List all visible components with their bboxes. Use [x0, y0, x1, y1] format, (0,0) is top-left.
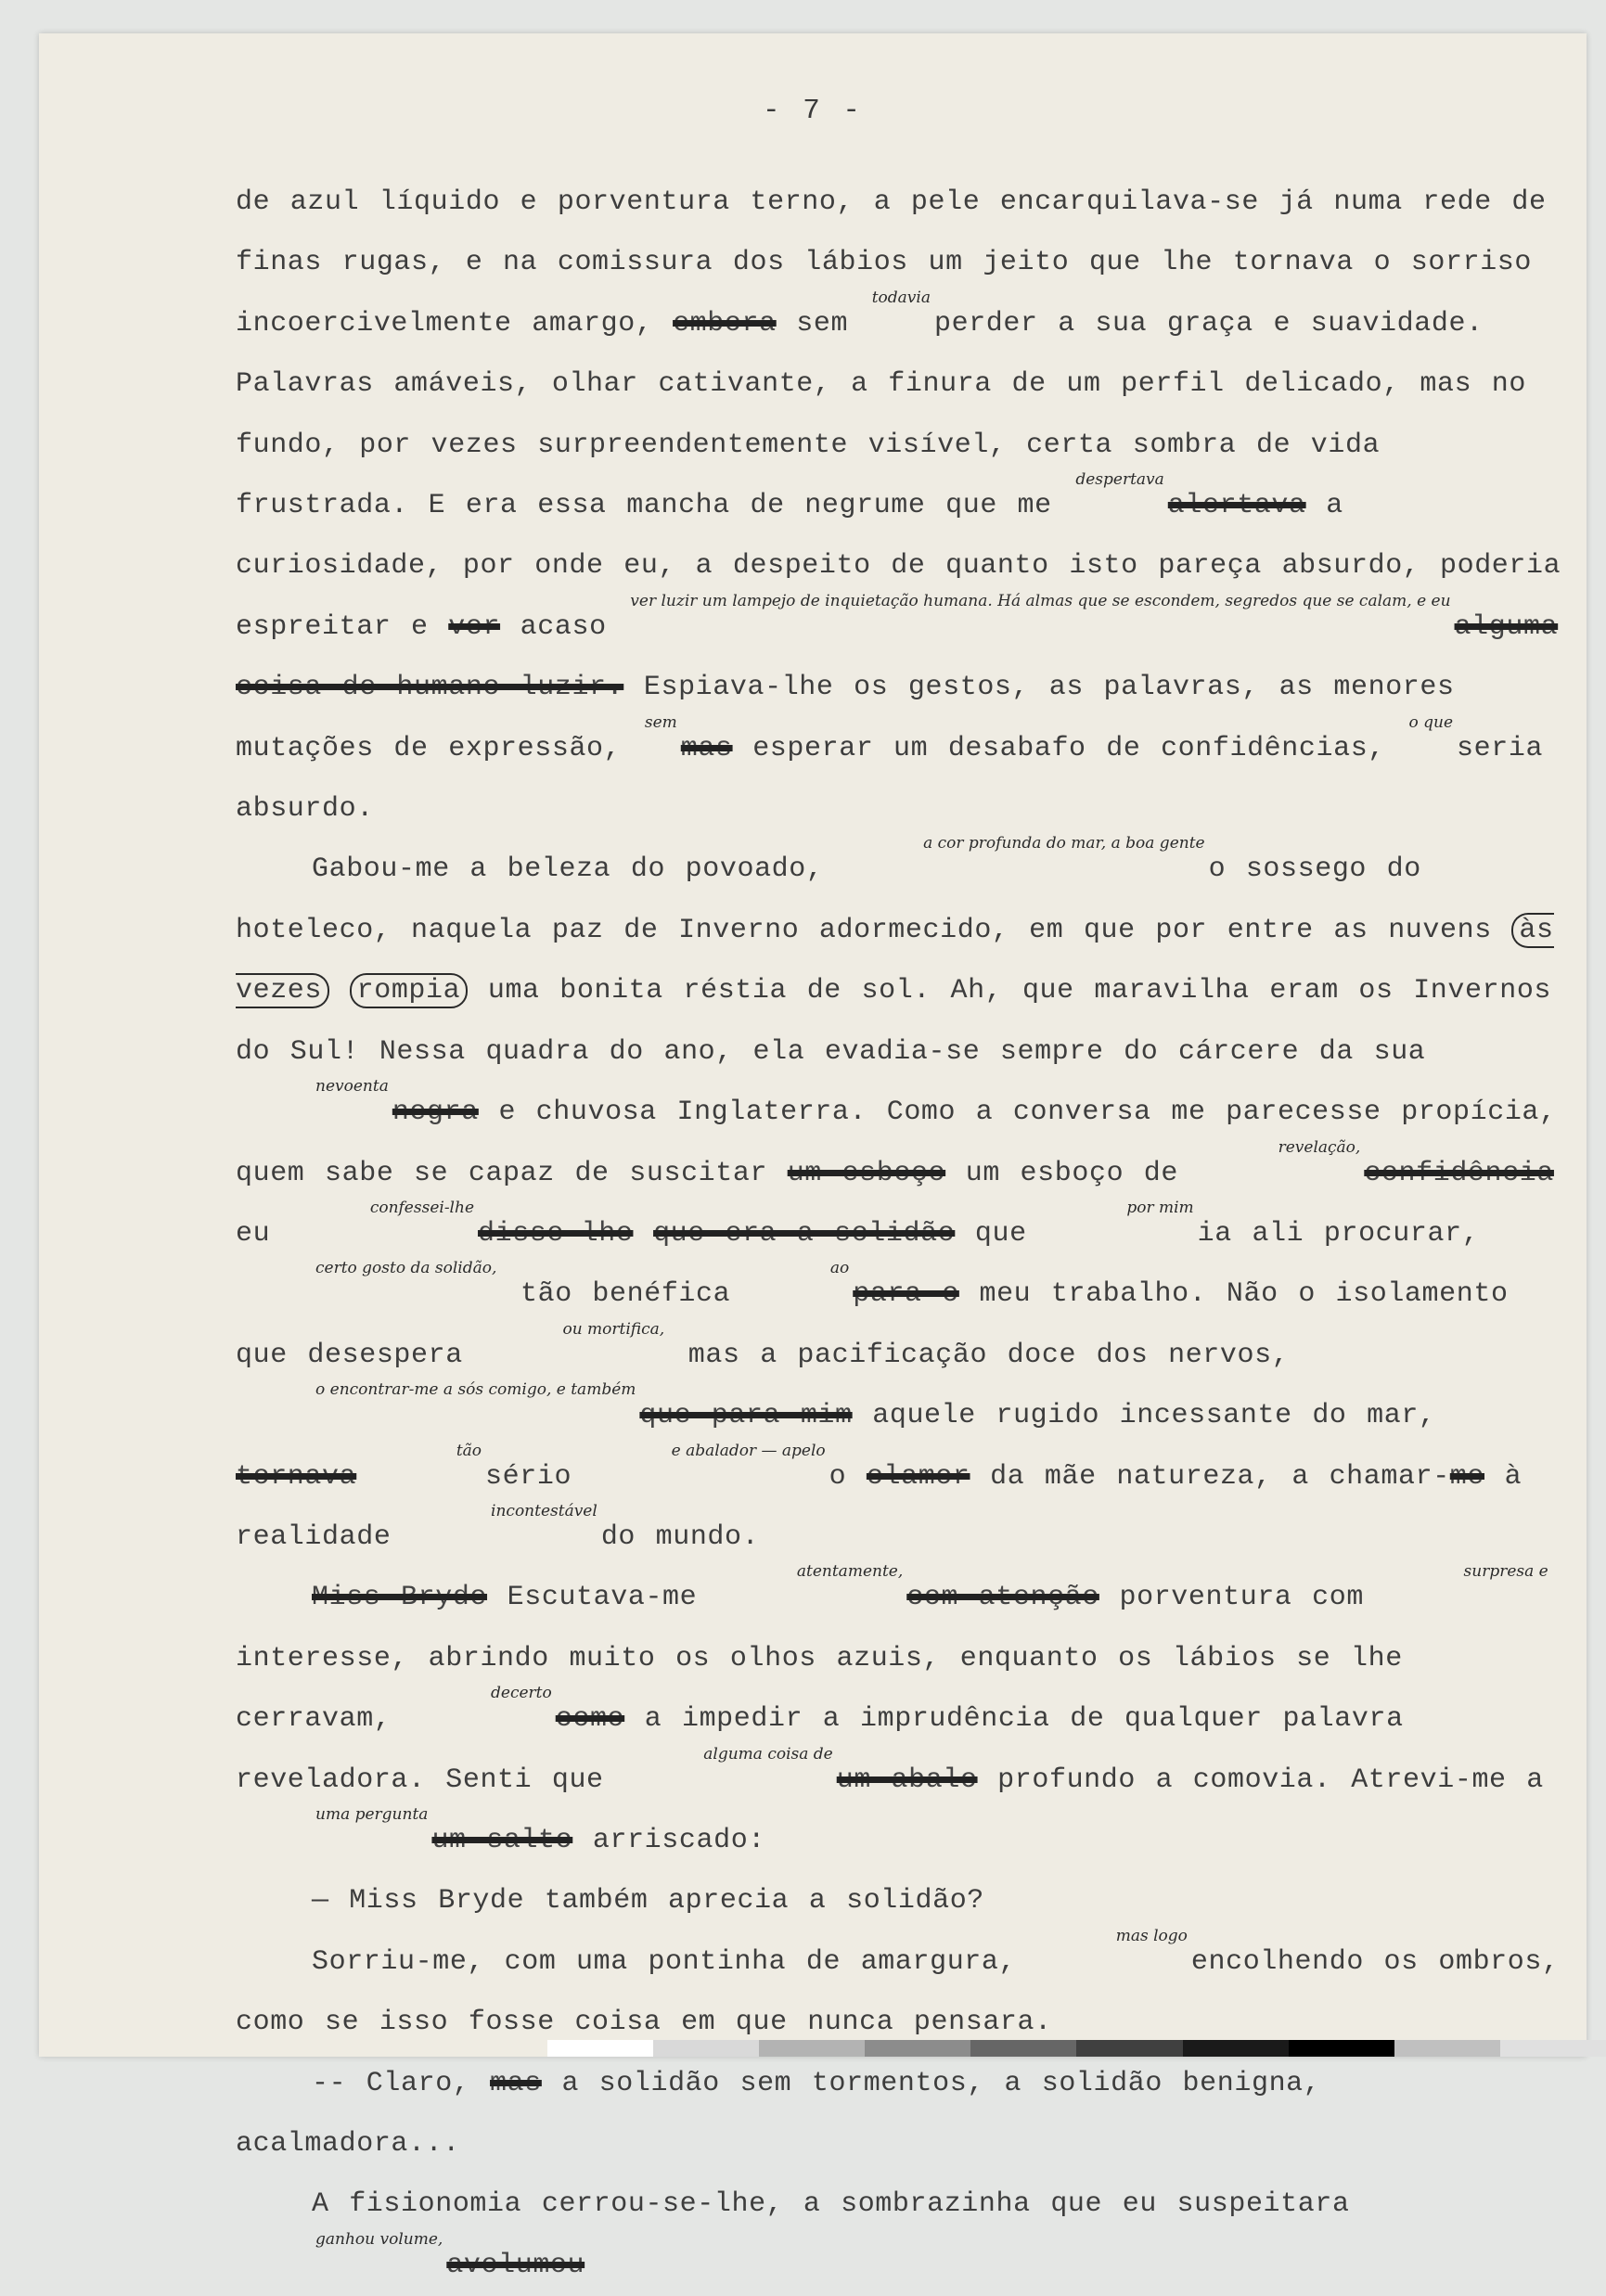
typed-text: uma bonita réstia de sol. Ah, que maravilha eram os Invernos do Sul! Nessa quadra do ano, ela evadia-se sempre do cárcere da sua — [236, 975, 1552, 1068]
handwritten-insertion: ao — [829, 1259, 850, 1278]
typed-text: Espiava-lhe os gestos, as palavras, as menores mutações de expressão, — [236, 672, 1455, 764]
typed-text: perder a sua graça e suavidade. Palavras amáveis, olhar cativante, a finura de um perfil delicado, mas no fundo, por vezes surpreendentemente visível, certa sombra de vida frustrada. E era essa mancha de negrume que me — [236, 307, 1527, 522]
typed-text: meu trabalho. Não o isolamento que desespera — [236, 1278, 1509, 1371]
typed-text: aquele rugido incessante do mar, — [852, 1400, 1436, 1432]
struck-text: um esboço — [787, 1157, 946, 1189]
typed-text: profundo a comovia. Atrevi-me a — [977, 1764, 1544, 1796]
typed-text: um esboço de — [945, 1157, 1199, 1189]
handwritten-insertion: sem — [644, 712, 677, 732]
struck-text: me — [1449, 1460, 1485, 1493]
handwritten-insertion: e abalador — apelo — [671, 1441, 826, 1460]
circled-text: rompia — [350, 973, 469, 1008]
struck-text: mas — [680, 732, 733, 764]
handwritten-insertion: surpresa e — [1463, 1562, 1548, 1582]
handwritten-insertion: confessei-lhe — [369, 1198, 475, 1217]
typed-text: o sossego do hoteleco, naquela paz de Inverno adormecido, em que por entre as nuvens — [236, 853, 1512, 946]
calibration-patch — [759, 2040, 865, 2057]
calibration-patch — [653, 2040, 759, 2057]
typed-text: sério — [485, 1460, 592, 1493]
typed-text: A fisionomia cerrou-se-lhe, a sombrazinha que eu suspeitara — [312, 2188, 1350, 2221]
struck-text: confidência — [1364, 1157, 1554, 1189]
typed-text: seria absurdo. — [236, 732, 1544, 826]
handwritten-insertion: revelação, — [1278, 1137, 1361, 1157]
color-calibration-strip — [547, 2040, 1606, 2057]
handwritten-insertion: ou mortifica, — [562, 1319, 665, 1339]
paragraph — [236, 1562, 1562, 1871]
paragraph — [236, 2174, 1562, 2296]
struck-text: avolumou — [446, 2249, 585, 2281]
handwritten-insertion: despertava — [1075, 470, 1164, 490]
typed-text: eu — [236, 1217, 290, 1250]
typed-text — [356, 1461, 377, 1493]
typed-text: que — [955, 1217, 1047, 1250]
typed-text: tão benéfica — [500, 1278, 751, 1311]
struck-text: embora — [673, 307, 777, 340]
paragraph — [236, 2054, 1562, 2175]
calibration-patch — [1183, 2040, 1289, 2057]
typed-text: -- Claro, — [312, 2067, 491, 2099]
handwritten-insertion: por mim — [1126, 1198, 1194, 1217]
typed-text: acaso — [500, 610, 627, 643]
handwritten-insertion: todavia — [871, 288, 931, 307]
typed-text: porventura com — [1099, 1582, 1384, 1614]
handwritten-insertion: ver luzir um lampejo de inquietação humana. Há almas que se escondem, segredos que se calam, e eu — [630, 591, 1451, 610]
typed-text: arriscado: — [572, 1824, 765, 1856]
struck-text: que para mim — [639, 1400, 853, 1432]
typed-text: a impedir a imprudência de qualquer palavra reveladora. Senti que — [236, 1703, 1404, 1796]
typed-text: esperar um desabafo de confidências, — [732, 732, 1406, 764]
calibration-patch — [1500, 2040, 1606, 2057]
typed-text: do mundo. — [600, 1520, 760, 1553]
calibration-patch — [970, 2040, 1076, 2057]
handwritten-insertion: o encontrar-me a sós comigo, e também — [315, 1380, 636, 1400]
typed-text: Escutava-me — [487, 1582, 717, 1614]
struck-text: tornava — [236, 1460, 357, 1493]
handwritten-insertion: a cor profunda do mar, a boa gente — [923, 834, 1205, 853]
typed-text: Gabou-me a beleza do povoado, — [312, 853, 844, 886]
handwritten-insertion: tão — [456, 1441, 482, 1460]
typed-text: o — [829, 1460, 867, 1493]
typed-text — [633, 1218, 653, 1250]
calibration-patch — [1076, 2040, 1182, 2057]
struck-text: ver — [448, 610, 501, 643]
typescript-body — [236, 173, 1562, 2296]
paragraph — [236, 1926, 1562, 2054]
handwritten-insertion: uma pergunta — [315, 1804, 429, 1824]
paragraph — [236, 173, 1562, 840]
struck-text: negra — [392, 1097, 479, 1129]
typed-text: mas a pacificação doce dos nervos, — [668, 1339, 1290, 1371]
calibration-patch — [1289, 2040, 1394, 2057]
typed-text: a solidão sem tormentos, a solidão benigna, acalmadora... — [236, 2067, 1321, 2160]
calibration-patch — [865, 2040, 970, 2057]
handwritten-insertion: atentamente, — [796, 1562, 904, 1582]
circled-text: às vezes — [236, 914, 1554, 1007]
struck-text: mas — [490, 2067, 542, 2099]
struck-text: para o — [853, 1278, 959, 1311]
typed-text: ia ali procurar, — [1197, 1217, 1480, 1250]
typed-text: encolhendo os ombros, como se isso fosse coisa em que nunca pensara. — [236, 1945, 1560, 2039]
typed-text — [329, 975, 350, 1007]
handwritten-insertion: decerto — [491, 1684, 552, 1703]
manuscript-page — [39, 33, 1587, 2281]
typed-text: — Miss Bryde também aprecia a solidão? — [312, 1885, 984, 1918]
handwritten-insertion: certo gosto da solidão, — [315, 1259, 497, 1278]
handwritten-insertion: nevoenta — [315, 1077, 389, 1097]
calibration-patch — [547, 2040, 653, 2057]
typed-text: à realidade — [236, 1460, 1522, 1553]
calibration-patch — [1394, 2040, 1500, 2057]
struck-text: que era a solidão — [653, 1217, 956, 1250]
struck-text: alguma coisa de humano luzir. — [236, 610, 1559, 704]
handwritten-insertion: mas logo — [1115, 1926, 1188, 1945]
paragraph — [236, 1871, 1562, 1931]
typed-text: da mãe natureza, a chamar- — [970, 1460, 1450, 1493]
struck-text: Miss Bryde — [312, 1582, 488, 1614]
typed-text: de azul líquido e porventura terno, a pele encarquilava-se já numa rede de finas rugas, e na comissura dos lábios um jeito que lhe tornava o sorriso incoercivelmente amargo, — [236, 186, 1547, 340]
struck-text: um salto — [431, 1824, 573, 1856]
struck-text: como — [555, 1703, 625, 1736]
handwritten-insertion: alguma coisa de — [703, 1744, 833, 1764]
typed-text: sem — [776, 307, 868, 340]
typed-text: e chuvosa Inglaterra. Como a conversa me parecesse propícia, quem sabe se capaz de suscitar — [236, 1097, 1557, 1189]
typed-text: a curiosidade, por onde eu, a despeito de quanto isto pareça absurdo, poderia espreitar e — [236, 490, 1561, 643]
struck-text: com atenção — [906, 1582, 1099, 1614]
typed-text: Sorriu-me, com uma pontinha de amargura, — [312, 1945, 1036, 1978]
handwritten-insertion: o que — [1408, 712, 1454, 732]
page-number: - 7 - — [762, 95, 863, 127]
typed-text: interesse, abrindo muito os olhos azuis, enquanto os lábios se lhe cerravam, — [236, 1642, 1403, 1736]
handwritten-insertion: incontestável — [491, 1501, 597, 1520]
struck-text: um abalo — [836, 1764, 978, 1796]
struck-text: alertava — [1167, 490, 1306, 522]
struck-text: disse-lhe — [478, 1217, 634, 1250]
paragraph — [236, 834, 1562, 1568]
handwritten-insertion: ganhou volume, — [315, 2229, 443, 2249]
struck-text: clamor — [866, 1460, 970, 1493]
